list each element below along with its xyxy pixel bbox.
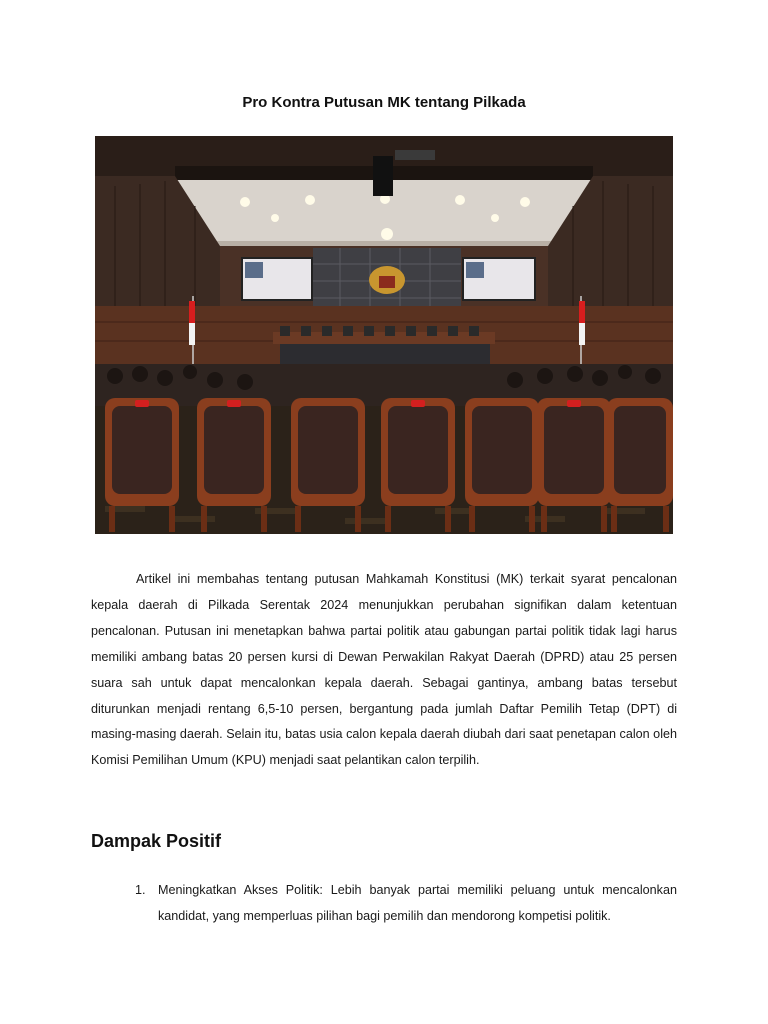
courtroom-illustration [95,136,673,534]
positive-impact-list [91,877,677,929]
document-title: Pro Kontra Putusan MK tentang Pilkada [242,94,526,111]
list-item [91,877,677,929]
section-heading: Dampak Positif [91,831,222,851]
list-item-number: 1. [135,883,146,897]
courtroom-photo [95,136,673,534]
intro-paragraph: Artikel ini membahas tentang putusan Mahkamah Konstitusi (MK) terkait syarat pencalonan kepala daerah di Pilkada Serentak 2024 menunjukkan perubahan signifikan dalam ketentuan pencalonan. Putusan ini menetapkan bahwa partai politik atau gabungan partai politik tidak lagi harus memiliki ambang batas 20 persen kursi di Dewan Perwakilan Rakyat Daerah (DPRD) atau 25 persen suara sah untuk dapat mencalonkan kepala daerah. Sebagai gantinya, ambang batas tersebut diturunkan menjadi rentang 6,5-10 persen, bergantung pada jumlah Daftar Pemilih Tetap (DPT) di masing-masing daerah. Selain itu, batas usia calon kepala daerah diubah dari saat penetapan calon oleh Komisi Pemilihan Umum (KPU) menjadi saat pelantikan calon terpilih. [91,572,677,768]
list-item-text: Meningkatkan Akses Politik: Lebih banyak partai memiliki peluang untuk mencalonkan kandidat, yang memperluas pilihan bagi pemilih dan mendorong kompetisi politik. [158,883,677,923]
